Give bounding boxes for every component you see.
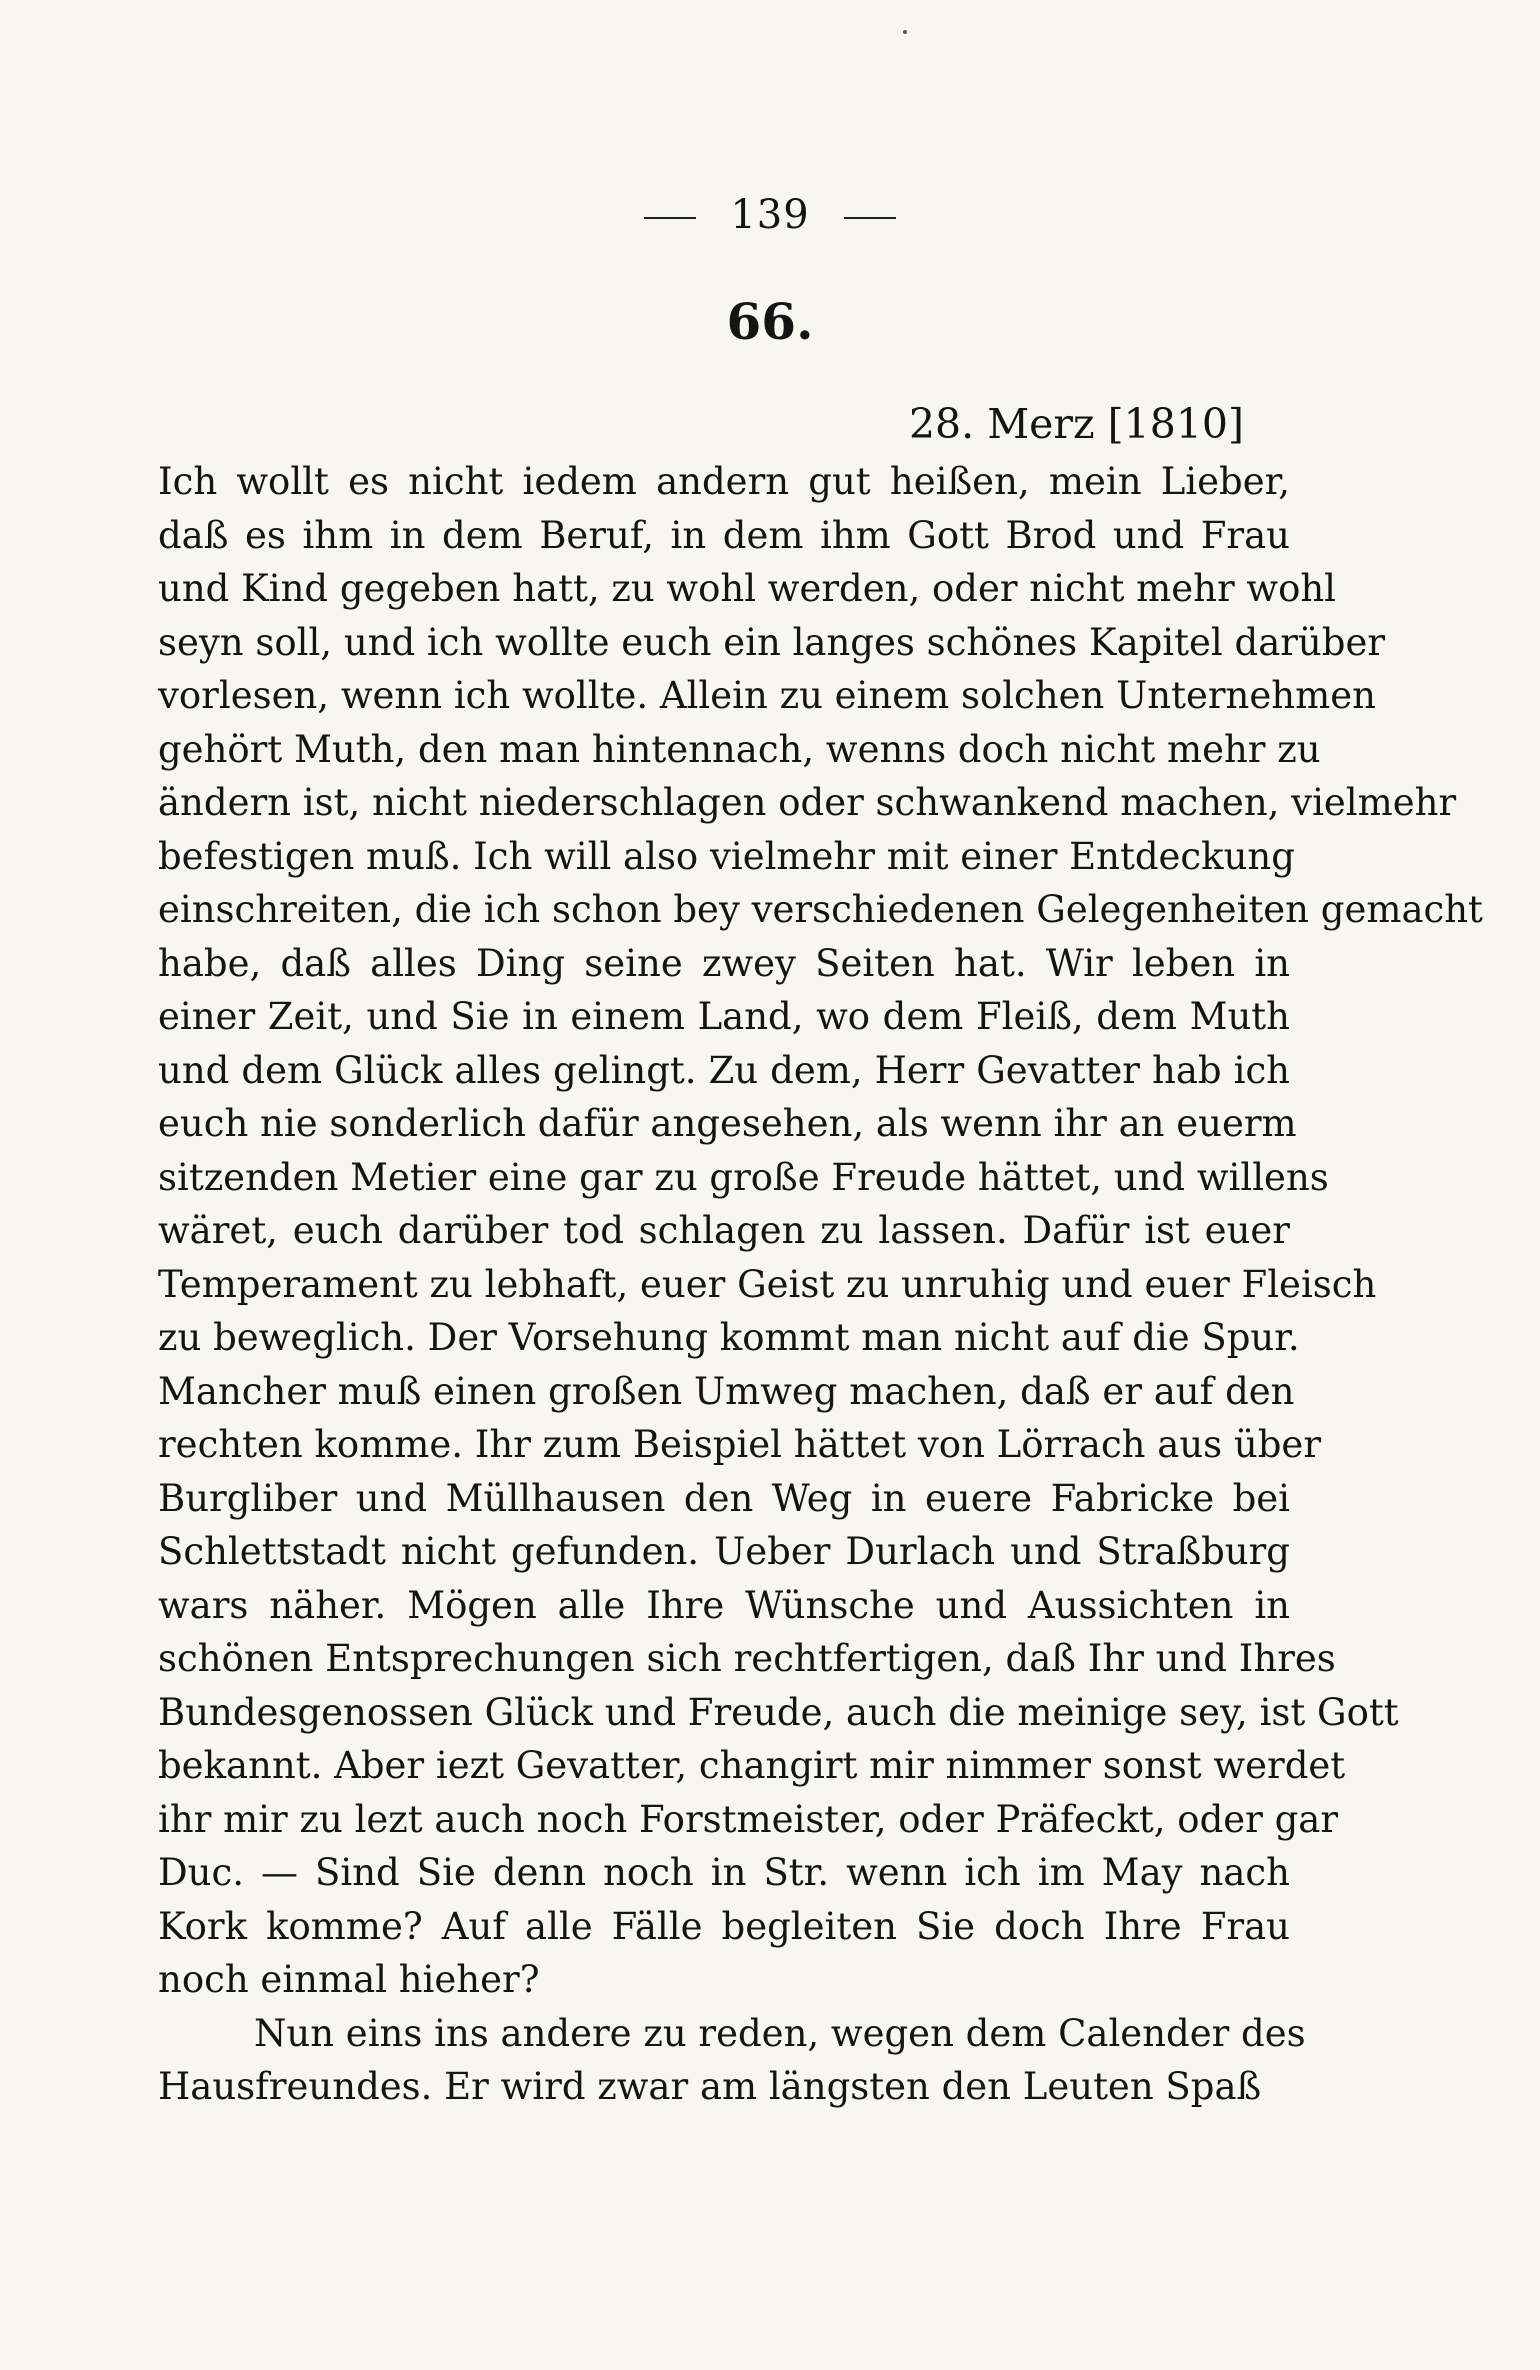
text-line: Bundesgenossen Glück und Freude, auch die meinige sey, ist Gott	[158, 1690, 1399, 1734]
text-line: habe, daß alles Ding seine zwey Seiten hat. Wir leben in	[158, 941, 1290, 985]
text-line: seyn soll, und ich wollte euch ein langes schönes Kapitel darüber	[158, 620, 1386, 664]
text-line: einer Zeit, und Sie in einem Land, wo dem Fleiß, dem Muth	[158, 995, 1290, 1038]
text-line: Burgliber und Müllhausen den Weg in euere Fabricke bei	[158, 1476, 1290, 1520]
text-line: Nun eins ins andere zu reden, wegen dem Calender des	[254, 2011, 1306, 2055]
text-line: Duc. — Sind Sie denn noch in Str. wenn ich im May nach	[158, 1851, 1290, 1894]
letter-body	[158, 455, 1483, 2114]
text-line: schönen Entsprechungen sich rechtfertigen, daß Ihr und Ihres	[158, 1637, 1336, 1680]
page-number-text: 139	[730, 192, 810, 238]
text-line: Temperament zu lebhaft, euer Geist zu unruhig und euer Fleisch	[158, 1262, 1377, 1306]
text-line: noch einmal hieher?	[158, 1958, 540, 2001]
text-line: und Kind gegeben hatt, zu wohl werden, oder nicht mehr wohl	[158, 567, 1337, 610]
letter-number: 66.	[726, 292, 814, 351]
text-line: sitzenden Metier eine gar zu große Freude hättet, und willens	[158, 1155, 1329, 1199]
page-speck	[903, 30, 907, 34]
text-line: rechten komme. Ihr zum Beispiel hättet von Lörrach aus über	[158, 1423, 1322, 1466]
text-line: Kork komme? Auf alle Fälle begleiten Sie doch Ihre Frau	[158, 1904, 1290, 1948]
text-line: euch nie sonderlich dafür angesehen, als wenn ihr an euerm	[158, 1102, 1297, 1145]
text-line: wäret, euch darüber tod schlagen zu lassen. Dafür ist euer	[158, 1209, 1290, 1252]
left-dash	[644, 217, 696, 219]
text-line: Mancher muß einen großen Umweg machen, daß er auf den	[158, 1369, 1295, 1413]
text-line: ändern ist, nicht niederschlagen oder schwankend machen, vielmehr	[158, 781, 1457, 824]
text-line: Ich wollt es nicht iedem andern gut heißen, mein Lieber,	[158, 460, 1290, 503]
text-line: ihr mir zu lezt auch noch Forstmeister, oder Präfeckt, oder gar	[158, 1797, 1339, 1841]
text-line: befestigen muß. Ich will also vielmehr mit einer Entdeckung	[158, 834, 1295, 878]
text-line: daß es ihm in dem Beruf, in dem ihm Gott Brod und Frau	[158, 513, 1290, 557]
text-line: Schlettstadt nicht gefunden. Ueber Durlach und Straßburg	[158, 1530, 1290, 1573]
text-line: und dem Glück alles gelingt. Zu dem, Herr Gevatter hab ich	[158, 1048, 1290, 1092]
text-line: bekannt. Aber iezt Gevatter, changirt mir nimmer sonst werdet	[158, 1744, 1346, 1787]
right-dash	[844, 217, 896, 219]
text-line: einschreiten, die ich schon bey verschiedenen Gelegenheiten gemacht	[158, 888, 1483, 931]
text-line: vorlesen, wenn ich wollte. Allein zu einem solchen Unternehmen	[158, 674, 1376, 717]
dateline: 28. Merz [1810]	[908, 400, 1244, 448]
text-line: Hausfreundes. Er wird zwar am längsten den Leuten Spaß	[158, 2065, 1262, 2108]
page-number	[0, 192, 1540, 238]
text-line: wars näher. Mögen alle Ihre Wünsche und Aussichten in	[158, 1583, 1290, 1627]
text-line: gehört Muth, den man hintennach, wenns doch nicht mehr zu	[158, 727, 1321, 771]
text-line: zu beweglich. Der Vorsehung kommt man nicht auf die Spur.	[158, 1316, 1300, 1359]
